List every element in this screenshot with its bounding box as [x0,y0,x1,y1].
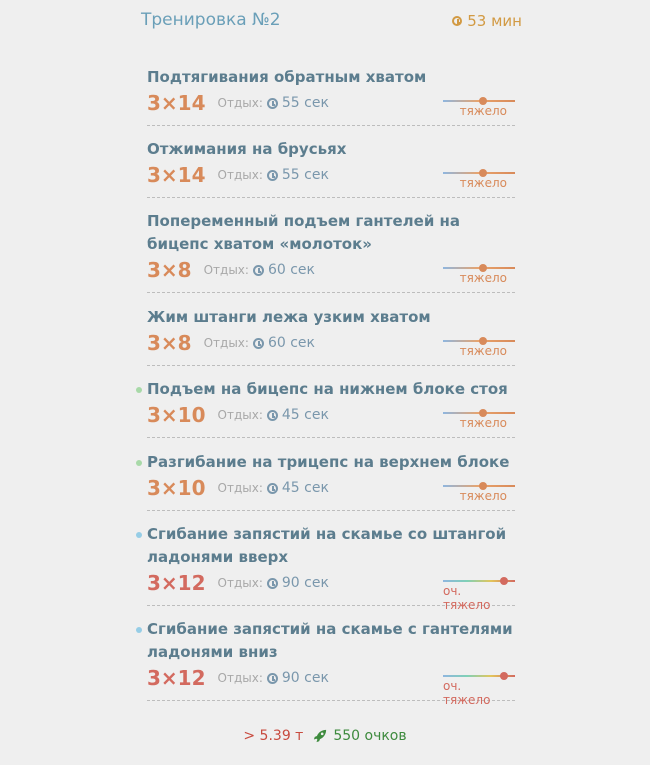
exercise-row[interactable] [147,138,515,198]
status-dot [136,532,142,538]
rest-label: Отдых: [203,263,249,277]
rest-value: 55 сек [281,95,329,111]
rocket-icon [313,729,327,743]
rest-value: 55 сек [281,167,329,183]
exercise-sets: 3×8 [147,331,192,355]
clock-icon [452,16,462,26]
rest-label: Отдых: [217,408,263,422]
exercise-row[interactable] [147,210,515,293]
exercise-row[interactable] [147,618,515,707]
clock-icon [267,410,278,421]
intensity-indicator [443,481,515,501]
rest-label: Отдых: [217,671,263,685]
rest-label: Отдых: [217,96,263,110]
exercise-row[interactable] [147,378,515,438]
clock-icon [267,98,278,109]
rest-time [267,670,329,686]
exercise-sets: 3×14 [147,163,206,187]
rest-value: 90 сек [281,575,329,591]
intensity-label: тяжело [459,176,507,190]
exercise-name: Подтягивания обратным хватом [147,68,427,86]
rest-time [267,167,329,183]
rest-value: 60 сек [267,335,315,351]
clock-icon [267,673,278,684]
exercise-name: Сгибание запястий на скамье с гантелями ладонями вниз [147,620,513,661]
rest-label: Отдых: [217,576,263,590]
exercise-sets: 3×12 [147,571,206,595]
clock-icon [253,265,264,276]
clock-icon [253,338,264,349]
intensity-indicator [443,263,515,283]
intensity-indicator [443,336,515,356]
rest-value: 45 сек [281,480,329,496]
exercise-row[interactable] [147,523,515,612]
workout-header [0,0,650,44]
exercise-name: Подъем на бицепс на нижнем блоке стоя [147,380,508,398]
rest-time [253,262,315,278]
intensity-indicator [443,408,515,428]
status-dot [136,460,142,466]
workout-duration [452,12,522,30]
intensity-label: тяжело [459,416,507,430]
clock-icon [267,170,278,181]
exercise-row[interactable] [147,66,515,126]
intensity-label: тяжело [459,104,507,118]
exercise-name: Попеременный подъем гантелей на бицепс хватом «молоток» [147,212,461,253]
intensity-label: оч. тяжело [443,584,491,612]
clock-icon [267,483,278,494]
rest-label: Отдых: [203,336,249,350]
workout-summary [0,722,650,750]
clock-icon [267,578,278,589]
rest-time [253,335,315,351]
rest-time [267,480,329,496]
exercise-sets: 3×12 [147,666,206,690]
exercise-sets: 3×8 [147,258,192,282]
rest-time [267,407,329,423]
total-weight: > 5.39 т [243,728,304,744]
exercise-name: Отжимания на брусьях [147,140,347,158]
status-dot [136,627,142,633]
exercise-row[interactable] [147,306,515,366]
intensity-indicator [443,96,515,116]
intensity-indicator [443,168,515,188]
points-value: 550 очков [333,728,407,744]
intensity-label: тяжело [459,489,507,503]
rest-time [267,95,329,111]
rest-value: 45 сек [281,407,329,423]
rest-time [267,575,329,591]
intensity-indicator [443,671,515,707]
exercise-name: Разгибание на трицепс на верхнем блоке [147,453,510,471]
intensity-label: тяжело [459,271,507,285]
intensity-label: оч. тяжело [443,679,491,707]
exercise-name: Жим штанги лежа узким хватом [147,308,431,326]
exercise-sets: 3×14 [147,91,206,115]
exercise-sets: 3×10 [147,476,206,500]
rest-label: Отдых: [217,168,263,182]
rest-value: 60 сек [267,262,315,278]
status-dot [136,387,142,393]
intensity-label: тяжело [459,344,507,358]
exercise-row[interactable] [147,451,515,511]
intensity-indicator [443,576,515,612]
total-points [313,728,406,744]
rest-value: 90 сек [281,670,329,686]
exercise-name: Сгибание запястий на скамье со штангой ладонями вверх [147,525,507,566]
exercise-sets: 3×10 [147,403,206,427]
duration-value: 53 мин [467,12,522,30]
workout-title: Тренировка №2 [141,10,281,30]
rest-label: Отдых: [217,481,263,495]
